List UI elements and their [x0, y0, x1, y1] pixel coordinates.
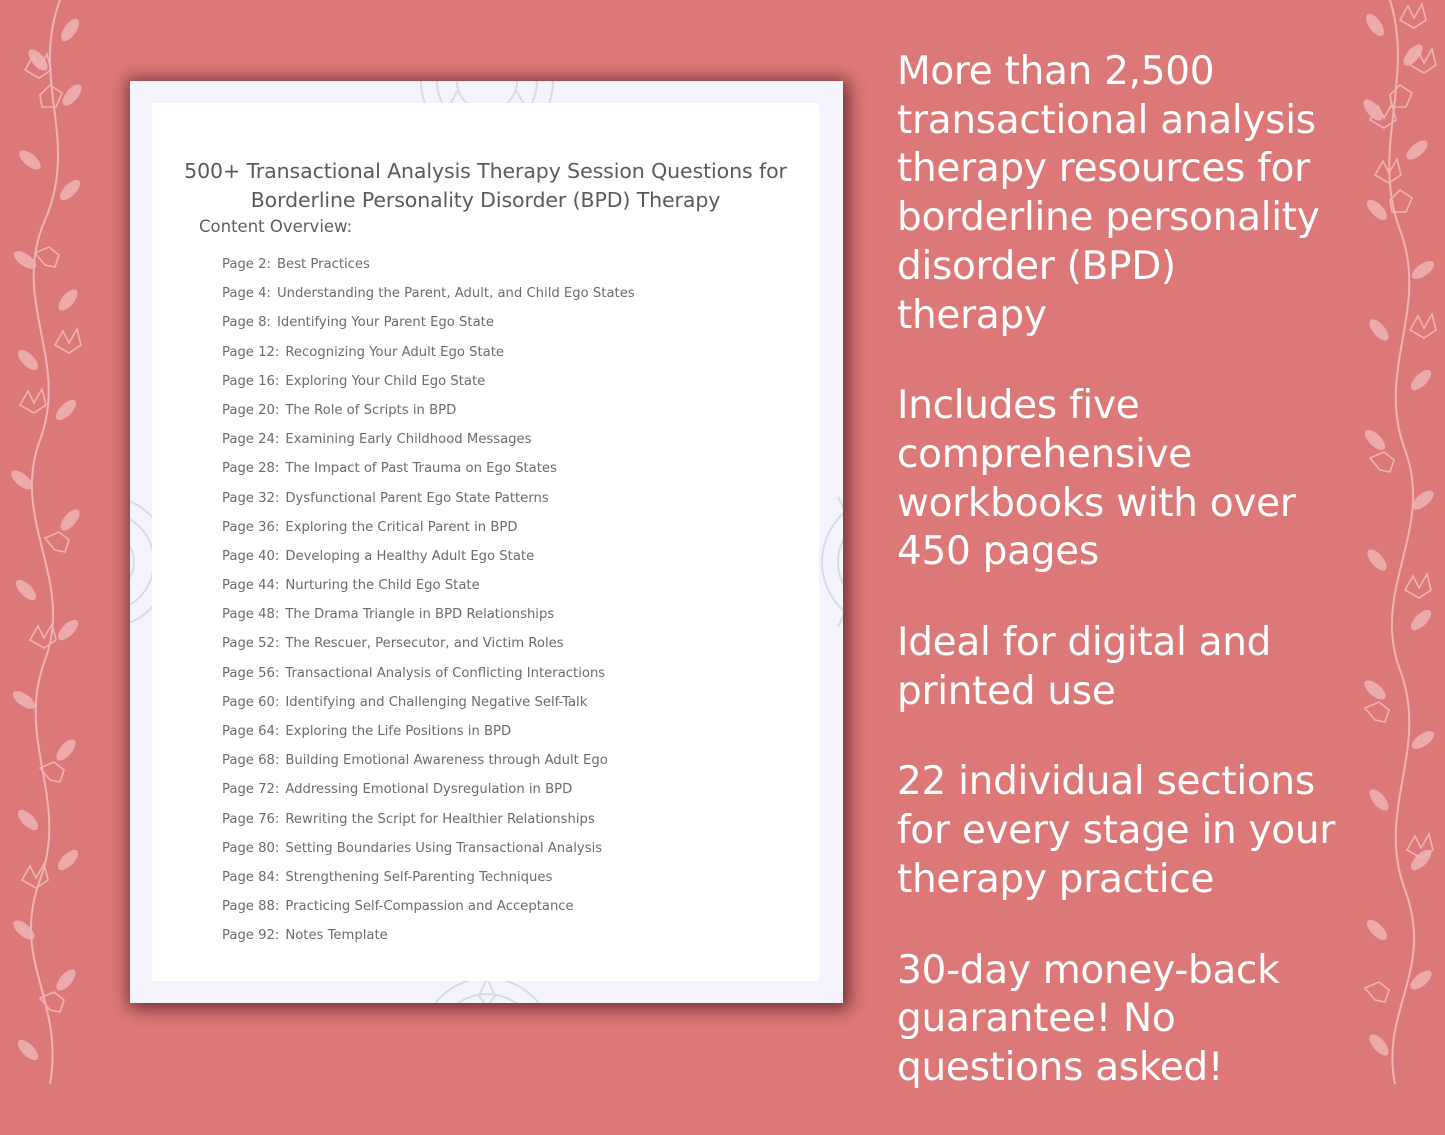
feature-line: disorder (BPD) therapy — [897, 243, 1176, 338]
toc-page-number: Page 92: — [222, 928, 280, 944]
toc-item — [222, 752, 635, 781]
feature-line: Ideal for digital and — [897, 620, 1272, 666]
toc-item — [222, 898, 635, 927]
feature-line: comprehensive — [897, 431, 1192, 477]
toc-title: Understanding the Parent, Adult, and Child Ego States — [276, 286, 635, 302]
toc-title: Practicing Self-Compassion and Acceptance — [285, 899, 574, 915]
toc-page-number: Page 64: — [222, 724, 280, 739]
toc-page-number: Page 60: — [222, 694, 280, 710]
feature-line: transactional analysis — [897, 97, 1316, 143]
toc-page-number: Page 68: — [222, 753, 280, 769]
toc-title: Addressing Emotional Dysregulation in BPD — [285, 782, 573, 798]
toc-title: Exploring the Life Positions in BPD — [285, 724, 512, 739]
feature-line: guarantee! No — [897, 996, 1176, 1042]
toc-item — [222, 548, 635, 577]
toc-item — [222, 402, 635, 431]
toc-title: Best Practices — [276, 257, 370, 272]
toc-page-number: Page 36: — [222, 519, 280, 535]
toc-item — [222, 344, 635, 373]
feature-line: therapy resources for — [897, 146, 1310, 192]
toc-item — [222, 314, 635, 343]
document-title-line-1: 500+ Transactional Analysis Therapy Session Questions for — [184, 159, 787, 183]
toc-page-number: Page 28: — [222, 461, 280, 477]
toc-title: Recognizing Your Adult Ego State — [285, 344, 505, 360]
toc-page-number: Page 48: — [222, 607, 280, 623]
toc-item — [222, 781, 635, 810]
toc-item — [222, 635, 635, 664]
toc-title: Exploring the Critical Parent in BPD — [285, 519, 518, 535]
toc-item — [222, 927, 635, 956]
toc-item — [222, 665, 635, 694]
floral-vine-left-icon — [0, 0, 110, 1084]
document-page-preview — [130, 81, 843, 1003]
feature-digital-print — [897, 619, 1337, 716]
document-title-line-2: Borderline Personality Disorder (BPD) Therapy — [250, 188, 721, 212]
toc-title: The Rescuer, Persecutor, and Victim Roles — [285, 636, 564, 652]
toc-title: Rewriting the Script for Healthier Relationships — [285, 811, 595, 827]
feature-workbooks — [897, 382, 1337, 577]
toc-page-number: Page 12: — [222, 344, 280, 360]
toc-item — [222, 460, 635, 489]
toc-item — [222, 606, 635, 635]
mandala-icon — [818, 457, 843, 667]
toc-title: Identifying Your Parent Ego State — [276, 315, 494, 331]
toc-page-number: Page 88: — [222, 899, 280, 915]
toc-title: Transactional Analysis of Conflicting Interactions — [285, 665, 606, 681]
feature-line: questions asked! — [897, 1044, 1224, 1090]
toc-item — [222, 869, 635, 898]
toc-title: Exploring Your Child Ego State — [285, 373, 486, 389]
toc-title: The Role of Scripts in BPD — [285, 402, 457, 418]
toc-title: The Drama Triangle in BPD Relationships — [285, 607, 555, 623]
toc-item — [222, 373, 635, 402]
toc-page-number: Page 56: — [222, 665, 280, 681]
feature-line: More than 2,500 — [897, 49, 1215, 94]
toc-item — [222, 431, 635, 460]
document-title — [152, 157, 819, 215]
toc-item — [222, 490, 635, 519]
toc-title: The Impact of Past Trauma on Ego States — [285, 461, 557, 477]
toc-page-number: Page 84: — [222, 869, 280, 885]
toc-page-number: Page 44: — [222, 578, 280, 594]
feature-line: borderline personality — [897, 195, 1320, 241]
toc-item — [222, 256, 635, 285]
feature-line: therapy practice — [897, 856, 1215, 902]
feature-line: workbooks with over — [897, 480, 1296, 526]
feature-line: 30-day money-back — [897, 947, 1280, 993]
toc-page-number: Page 32: — [222, 490, 280, 506]
toc-page-number: Page 52: — [222, 636, 280, 652]
toc-item — [222, 694, 635, 723]
toc-page-number: Page 8: — [222, 315, 271, 331]
toc-page-number: Page 40: — [222, 548, 280, 564]
toc-page-number: Page 4: — [222, 286, 271, 302]
toc-title: Dysfunctional Parent Ego State Patterns — [285, 490, 549, 506]
feature-line: printed use — [897, 668, 1116, 714]
toc-page-number: Page 72: — [222, 782, 280, 798]
toc-item — [222, 723, 635, 752]
floral-vine-right-icon — [1335, 0, 1445, 1084]
toc-item — [222, 811, 635, 840]
toc-title: Examining Early Childhood Messages — [285, 432, 532, 448]
feature-resources-count — [897, 48, 1337, 340]
feature-list — [897, 48, 1337, 1135]
table-of-contents — [222, 256, 635, 957]
toc-title: Setting Boundaries Using Transactional Analysis — [285, 840, 603, 856]
toc-page-number: Page 16: — [222, 373, 280, 389]
feature-line: Includes five — [897, 383, 1140, 429]
feature-line: 22 individual sections — [897, 759, 1315, 805]
toc-item — [222, 519, 635, 548]
toc-item — [222, 577, 635, 606]
content-overview-label: Content Overview: — [199, 217, 353, 236]
feature-guarantee — [897, 947, 1337, 1093]
toc-page-number: Page 80: — [222, 840, 280, 856]
toc-title: Building Emotional Awareness through Adult Ego — [285, 753, 608, 769]
toc-title: Nurturing the Child Ego State — [285, 578, 480, 594]
feature-line: 450 pages — [897, 529, 1099, 575]
feature-line: for every stage in your — [897, 808, 1336, 854]
toc-title: Identifying and Challenging Negative Self-Talk — [285, 694, 588, 710]
toc-item — [222, 840, 635, 869]
toc-page-number: Page 20: — [222, 402, 280, 418]
toc-title: Strengthening Self-Parenting Techniques — [285, 869, 553, 885]
toc-item — [222, 285, 635, 314]
toc-page-number: Page 76: — [222, 811, 280, 827]
toc-title: Developing a Healthy Adult Ego State — [285, 548, 535, 564]
document-content-area — [152, 103, 819, 981]
toc-page-number: Page 24: — [222, 432, 280, 448]
feature-sections — [897, 758, 1337, 904]
toc-title: Notes Template — [285, 928, 388, 944]
toc-page-number: Page 2: — [222, 257, 271, 272]
